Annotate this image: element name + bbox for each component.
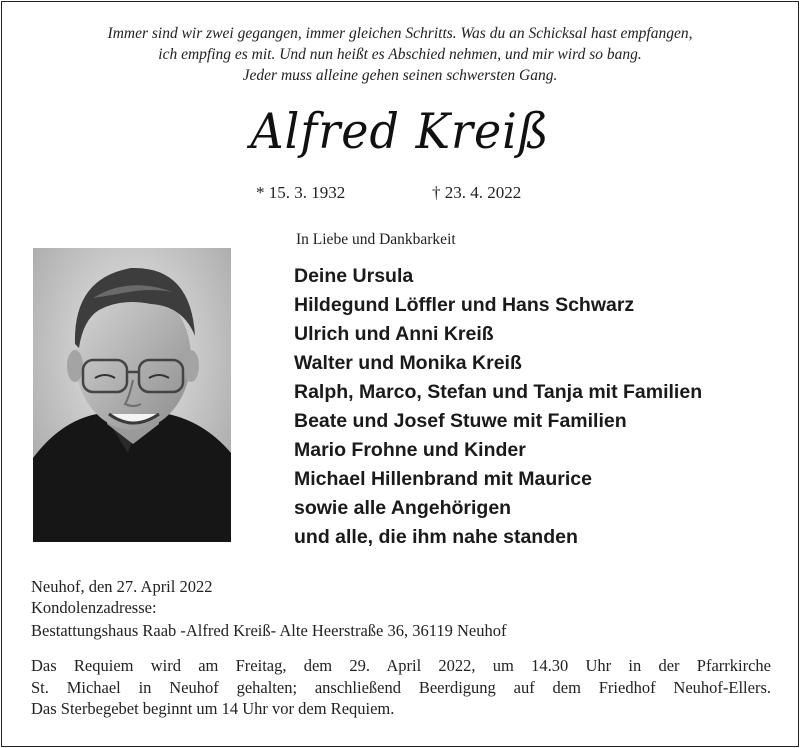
mourner-name: Walter und Monika Kreiß <box>294 352 522 374</box>
mourner-name: Mario Frohne und Kinder <box>294 439 526 461</box>
mourners-intro: In Liebe und Dankbarkeit <box>296 231 456 248</box>
place-date: Neuhof, den 27. April 2022 <box>31 577 213 596</box>
birth-date: * 15. 3. 1932 <box>256 183 346 202</box>
mourner-name: Ralph, Marco, Stefan und Tanja mit Familien <box>294 381 703 403</box>
mourner-list <box>294 262 702 552</box>
requiem-line: St. Michael in Neuhof gehalten; anschließend Beerdigung auf dem Friedhof Neuhof-Ellers. <box>31 677 771 697</box>
mourner-name: Deine Ursula <box>294 265 414 287</box>
portrait-photo <box>33 248 231 542</box>
mourner-name: Michael Hillenbrand mit Maurice <box>294 468 592 490</box>
requiem-info <box>31 655 771 720</box>
mourner-name: sowie alle Angehörigen <box>294 497 512 519</box>
mourner-name: Ulrich und Anni Kreiß <box>294 323 494 345</box>
mourner-name: Beate und Josef Stuwe mit Familien <box>294 410 627 432</box>
poem-line: ich empfing es mit. Und nun heißt es Abschied nehmen, und mir wird so bang. <box>158 46 642 63</box>
deceased-name: Alfred Kreiß <box>250 102 550 160</box>
poem-line: Immer sind wir zwei gegangen, immer gleichen Schritts. Was du an Schicksal hast empfangen, <box>107 25 693 42</box>
mourner-name: Hildegund Löffler und Hans Schwarz <box>294 294 635 316</box>
condolence-label: Kondolenzadresse: <box>31 598 157 617</box>
poem <box>0 23 800 86</box>
requiem-line: Das Requiem wird am Freitag, dem 29. April 2022, um 14.30 Uhr in der Pfarrkirche <box>31 656 771 675</box>
poem-line: Jeder muss alleine gehen seinen schwersten Gang. <box>242 67 558 84</box>
mourner-name: und alle, die ihm nahe standen <box>294 526 578 548</box>
requiem-line: Das Sterbegebet beginnt um 14 Uhr vor dem Requiem. <box>31 699 395 718</box>
condolence-address: Bestattungshaus Raab -Alfred Kreiß- Alte Heerstraße 36, 36119 Neuhof <box>31 621 507 640</box>
death-date: † 23. 4. 2022 <box>432 183 522 202</box>
